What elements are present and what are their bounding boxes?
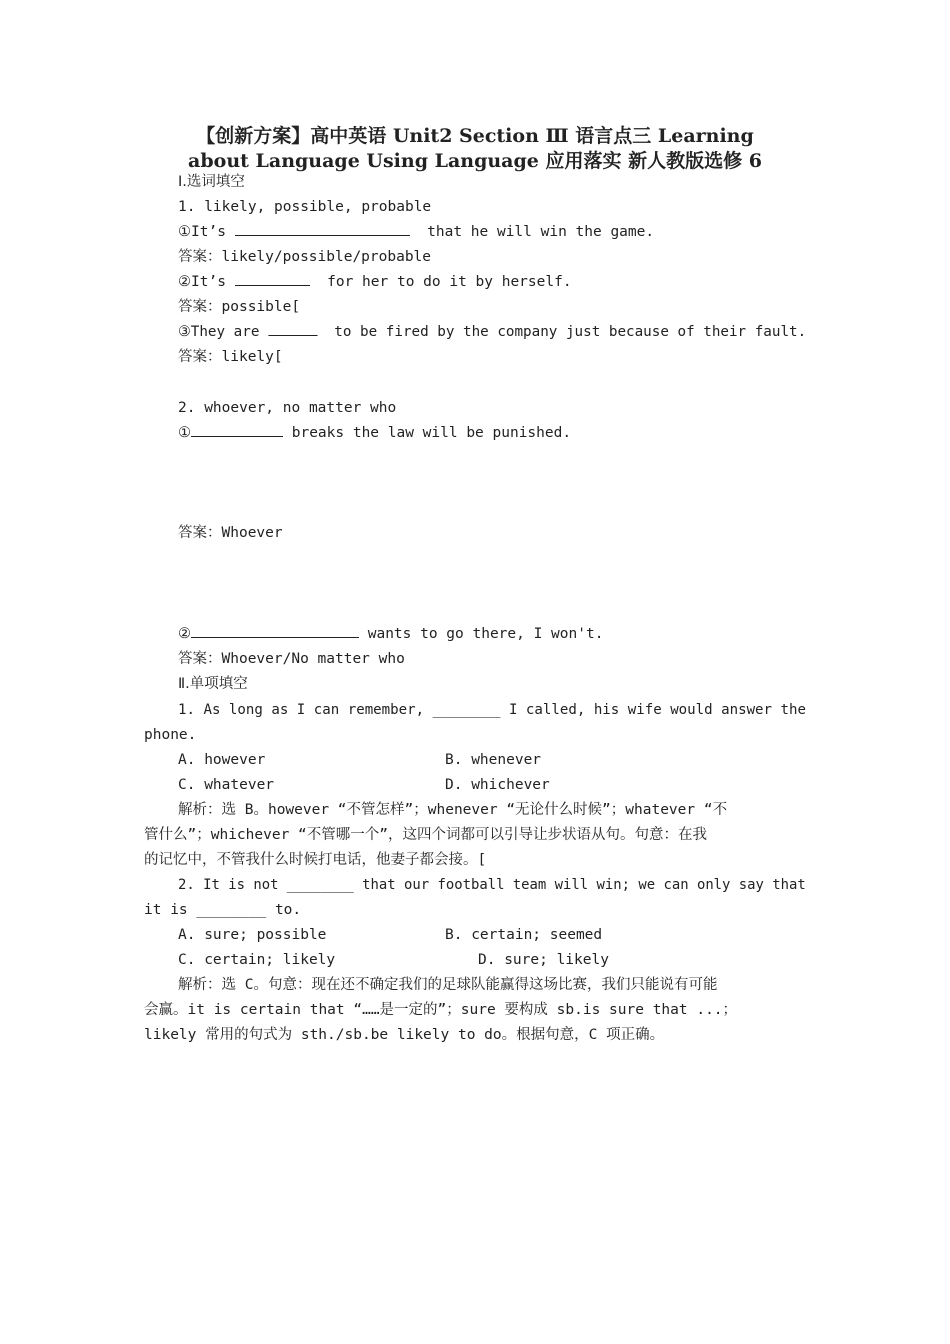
mc2-option-b: B. certain; seemed: [445, 927, 603, 943]
q2a-pre: ①: [178, 425, 191, 441]
section2-heading: Ⅱ.单项填空: [178, 676, 248, 692]
mc1-option-b: B. whenever: [445, 752, 542, 768]
q2a-post: breaks the law will be punished.: [291, 425, 572, 441]
q2a-answer: 答案：Whoever: [178, 525, 283, 541]
doc-title-line1: 【创新方案】高中英语 Unit2 Section Ⅲ 语言点三 Learning: [196, 125, 754, 147]
mc2-option-d: D. sure; likely: [478, 952, 609, 968]
mc1-option-c: C. whatever: [178, 777, 275, 793]
q1c-blank: [268, 321, 317, 336]
mc2-explanation-line2: 会赢。it is certain that “……是一定的”；sure 要构成 sb.is sure that ...；: [144, 1002, 738, 1018]
mc1-option-d: D. whichever: [445, 777, 550, 793]
mc2-option-a: A. sure; possible: [178, 927, 327, 943]
doc-title-line2: about Language Using Language 应用落实 新人教版选修 6: [188, 150, 762, 172]
q1b-blank: [235, 271, 310, 286]
q1a-sentence: [178, 220, 654, 245]
q1a-post: that he will win the game.: [427, 224, 655, 240]
mc1-explanation-line3: 的记忆中，不管我什么时候打电话，他妻子都会接。[: [144, 852, 487, 868]
mc2-explanation-line1: 解析：选 C。句意：现在还不确定我们的足球队能赢得这场比赛，我们只能说有可能: [178, 977, 718, 993]
q1c-pre: ③They are: [178, 324, 260, 340]
q2b-blank: [191, 623, 359, 638]
mc1-stem-line1: 1. As long as I can remember, ________ I called, his wife would answer the: [178, 702, 806, 718]
mc1-explanation-line2: 管什么”；whichever “不管哪一个”，这四个词都可以引导让步状语从句。句意：在我: [144, 827, 707, 843]
mc1-option-a: A. however: [178, 752, 266, 768]
q1b-sentence: [178, 270, 572, 295]
q2b-sentence: [178, 622, 603, 647]
q2b-post: wants to go there, I won't.: [367, 626, 604, 642]
q1c-sentence: [178, 320, 806, 345]
q1-word-list: 1. likely, possible, probable: [178, 199, 432, 215]
q2b-pre: ②: [178, 626, 191, 642]
q1c-answer: 答案：likely[: [178, 349, 283, 365]
q2-word-list: 2. whoever, no matter who: [178, 400, 397, 416]
q1a-answer: 答案：likely/possible/probable: [178, 249, 432, 265]
q2b-answer: 答案：Whoever/No matter who: [178, 651, 405, 667]
q2a-sentence: [178, 421, 571, 446]
q1b-post: for her to do it by herself.: [327, 274, 572, 290]
mc2-stem-line1: 2. It is not ________ that our football team will win; we can only say that: [178, 877, 806, 893]
q1a-blank: [235, 221, 410, 236]
mc1-explanation-line1: 解析：选 B。however “不管怎样”；whenever “无论什么时候”；whatever “不: [178, 802, 728, 818]
q1a-pre: ①It’s: [178, 224, 226, 240]
mc2-option-c: C. certain; likely: [178, 952, 336, 968]
mc2-stem-line2: it is ________ to.: [144, 902, 302, 918]
mc2-explanation-line3: likely 常用的句式为 sth./sb.be likely to do。根据句意，C 项正确。: [144, 1027, 665, 1043]
q2a-blank: [191, 422, 283, 437]
q1b-pre: ②It’s: [178, 274, 226, 290]
mc1-stem-line2: phone.: [144, 727, 197, 743]
q1c-post: to be fired by the company just because of their fault.: [334, 324, 807, 340]
section1-heading: Ⅰ.选词填空: [178, 174, 245, 190]
q1b-answer: 答案：possible[: [178, 299, 301, 315]
